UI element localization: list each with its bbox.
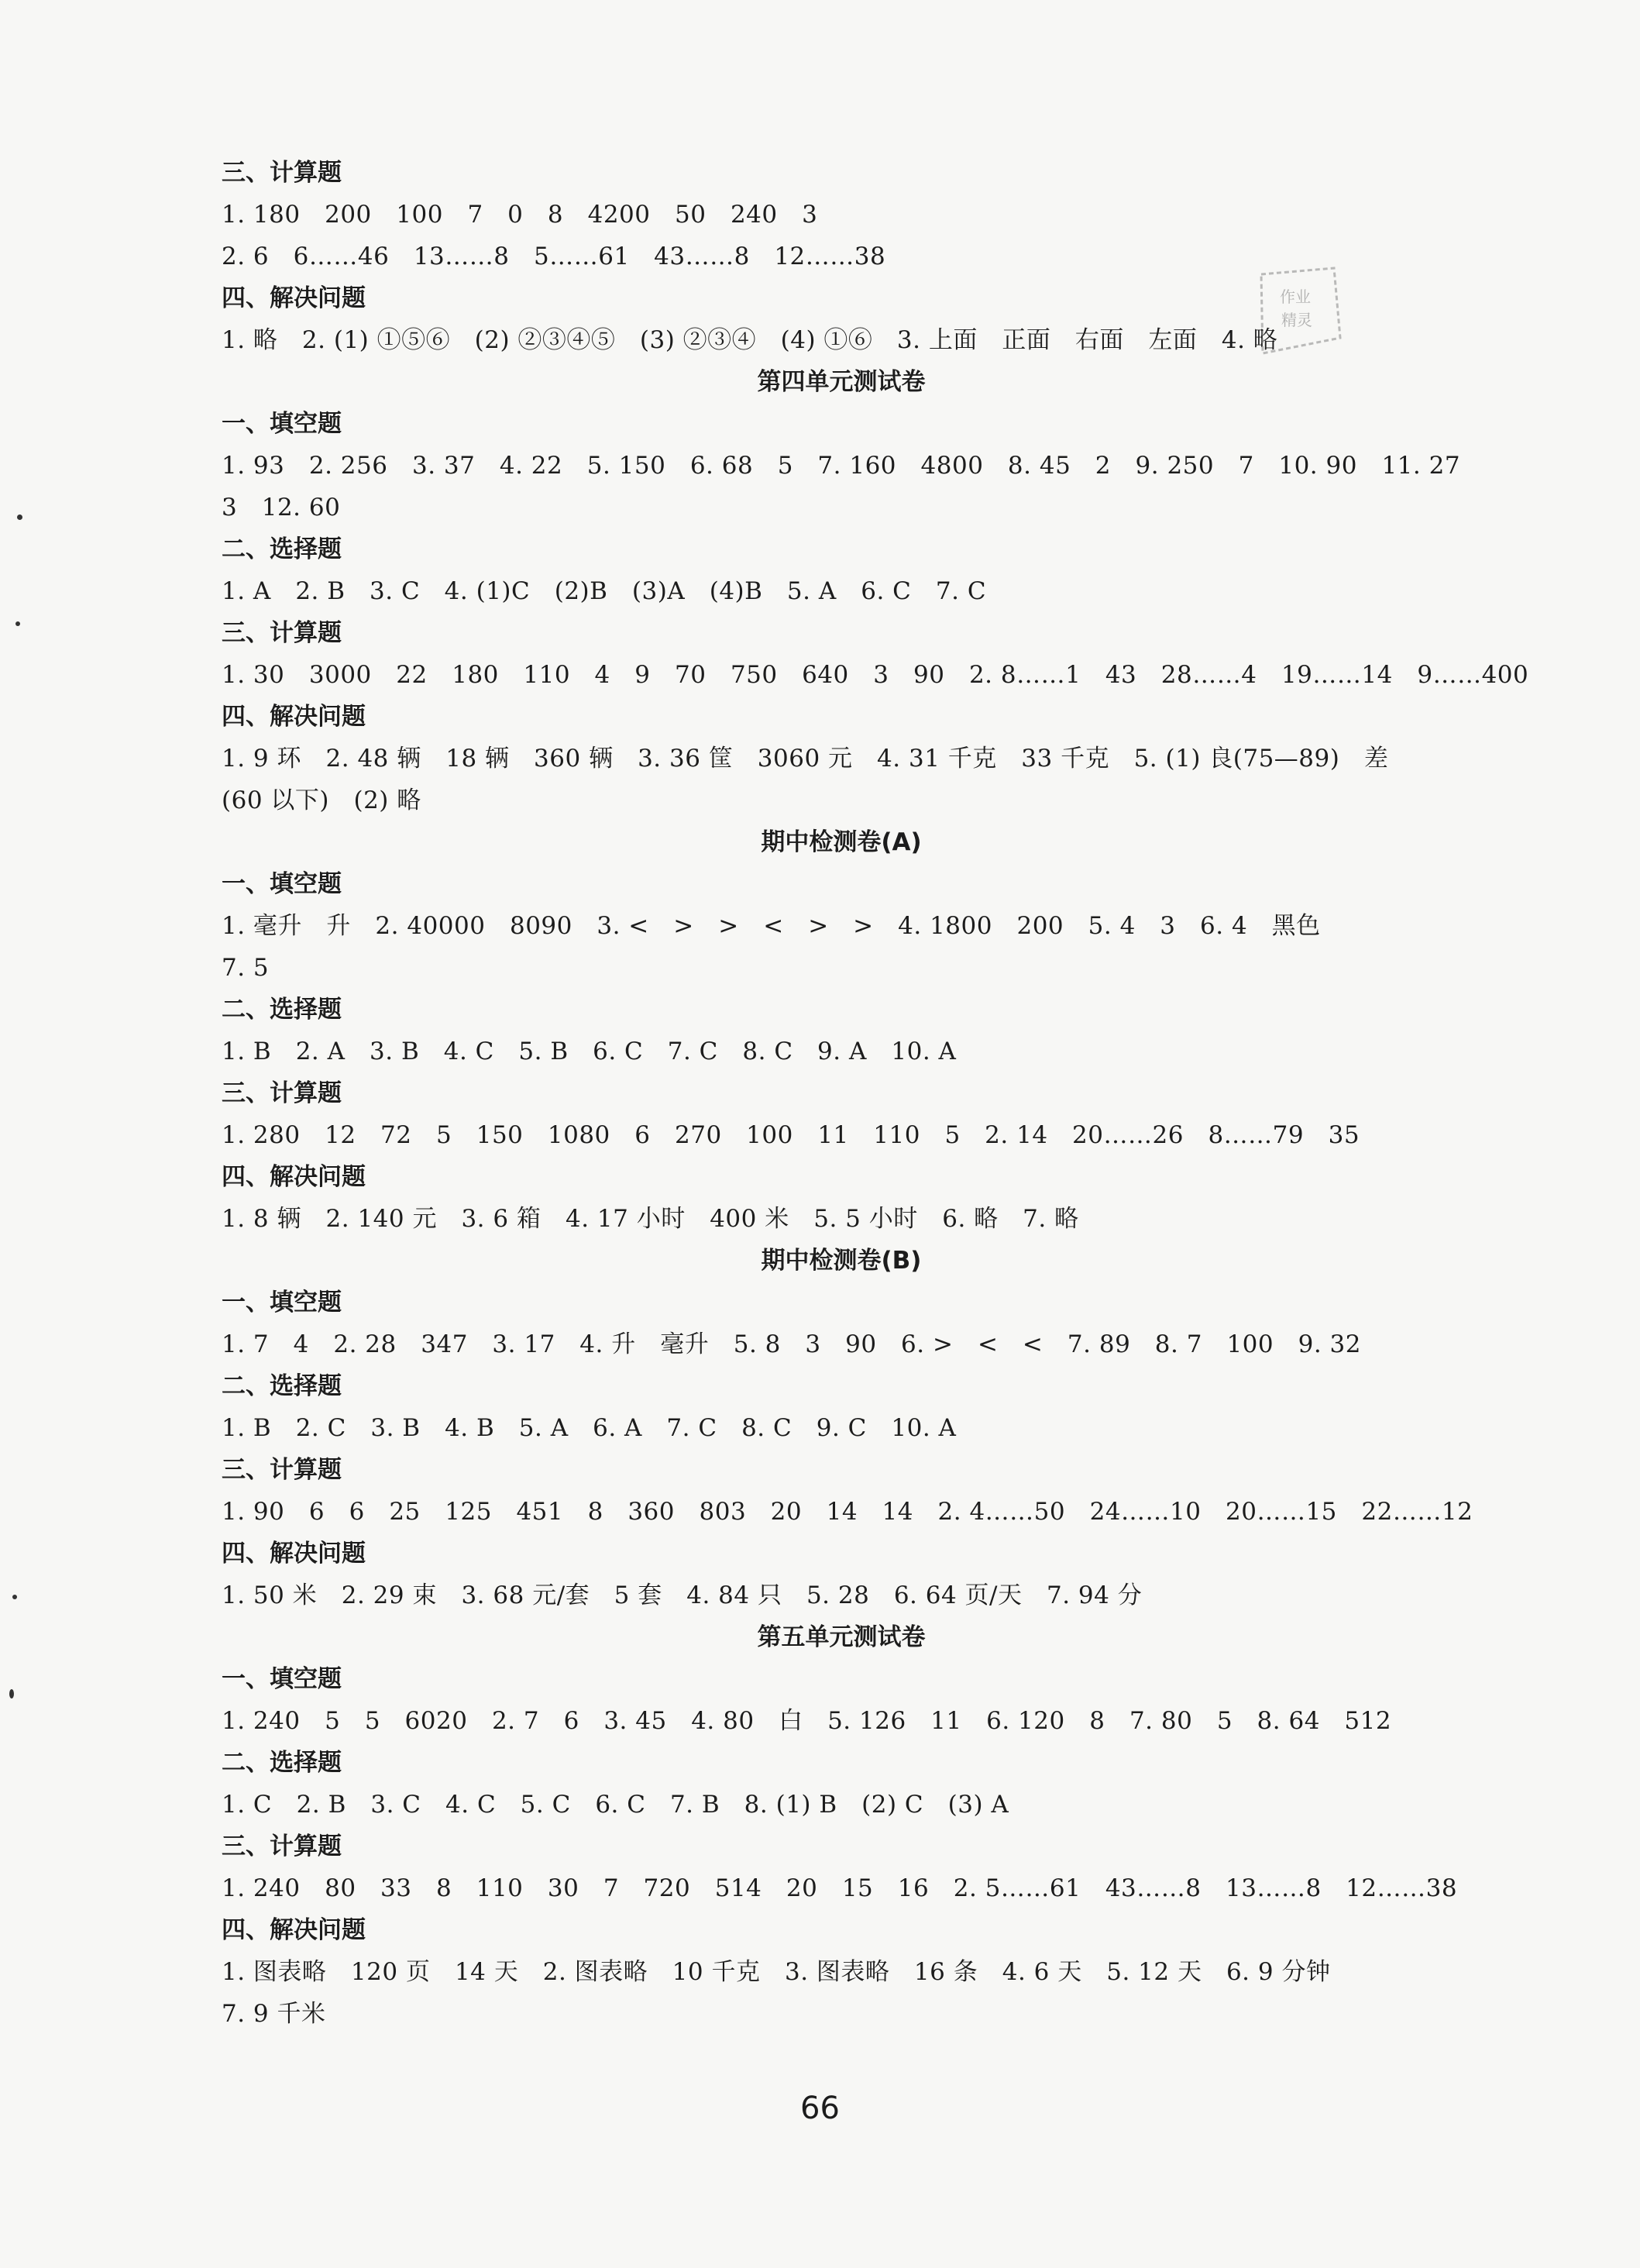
section-heading: 一、填空题 bbox=[222, 410, 342, 438]
section-heading: 三、计算题 bbox=[222, 619, 342, 647]
scan-speck bbox=[15, 621, 20, 626]
answer-line: 7. 9 千米 bbox=[222, 2000, 326, 2028]
scan-speck bbox=[12, 1595, 17, 1599]
test-title: 期中检测卷(A) bbox=[761, 828, 922, 856]
scan-speck bbox=[17, 515, 22, 520]
section-heading: 三、计算题 bbox=[222, 1456, 342, 1484]
section-heading: 二、选择题 bbox=[222, 535, 342, 563]
answer-line: 1. B 2. A 3. B 4. C 5. B 6. C 7. C 8. C 9. A 10. A bbox=[222, 1038, 957, 1065]
stamp-text: 作业 bbox=[1280, 287, 1311, 306]
section-heading: 二、选择题 bbox=[222, 1372, 342, 1400]
answer-line: 1. 30 3000 22 180 110 4 9 70 750 640 3 90 2. 8……1 43 28……4 19……14 9……400 bbox=[222, 661, 1529, 689]
answer-line: 1. 240 5 5 6020 2. 7 6 3. 45 4. 80 白 5. 126 11 6. 120 8 7. 80 5 8. 64 512 bbox=[222, 1707, 1392, 1735]
answer-line: 1. 9 环 2. 48 辆 18 辆 360 辆 3. 36 筐 3060 元 4. 31 千克 33 千克 5. (1) 良(75—89) 差 bbox=[222, 745, 1389, 773]
section-heading: 二、选择题 bbox=[222, 996, 342, 1024]
section-heading: 四、解决问题 bbox=[222, 1163, 366, 1191]
answer-line: 1. 50 米 2. 29 束 3. 68 元/套 5 套 4. 84 只 5. 28 6. 64 页/天 7. 94 分 bbox=[222, 1581, 1143, 1609]
section-heading: 四、解决问题 bbox=[222, 703, 366, 731]
section-heading: 四、解决问题 bbox=[222, 284, 366, 312]
section-heading: 三、计算题 bbox=[222, 1833, 342, 1860]
answer-line: 1. B 2. C 3. B 4. B 5. A 6. A 7. C 8. C 9. C 10. A bbox=[222, 1414, 957, 1442]
answer-line: 1. C 2. B 3. C 4. C 5. C 6. C 7. B 8. (1) B (2) C (3) A bbox=[222, 1791, 1009, 1819]
answer-line: 1. 280 12 72 5 150 1080 6 270 100 11 110 5 2. 14 20……26 8……79 35 bbox=[222, 1121, 1360, 1149]
answer-line: 1. 图表略 120 页 14 天 2. 图表略 10 千克 3. 图表略 16 条 4. 6 天 5. 12 天 6. 9 分钟 bbox=[222, 1958, 1331, 1986]
section-heading: 二、选择题 bbox=[222, 1749, 342, 1777]
answer-line: 1. 略 2. (1) ①⑤⑥ (2) ②③④⑤ (3) ②③④ (4) ①⑥ 3. 上面 正面 右面 左面 4. 略 bbox=[222, 326, 1278, 354]
section-heading: 三、计算题 bbox=[222, 159, 342, 187]
test-title: 第四单元测试卷 bbox=[757, 368, 926, 396]
answer-line: 1. A 2. B 3. C 4. (1)C (2)B (3)A (4)B 5. A 6. C 7. C bbox=[222, 577, 987, 605]
page-number: 66 bbox=[800, 2091, 840, 2126]
answer-line: 2. 6 6……46 13……8 5……61 43……8 12……38 bbox=[222, 243, 886, 270]
section-heading: 四、解决问题 bbox=[222, 1540, 366, 1568]
answer-line: 1. 240 80 33 8 110 30 7 720 514 20 15 16 2. 5……61 43……8 13……8 12……38 bbox=[222, 1874, 1458, 1902]
test-title: 第五单元测试卷 bbox=[757, 1623, 926, 1651]
section-heading: 一、填空题 bbox=[222, 1289, 342, 1316]
stamp-text: 精灵 bbox=[1281, 311, 1312, 329]
answer-line: (60 以下) (2) 略 bbox=[222, 786, 421, 814]
answer-line: 1. 180 200 100 7 0 8 4200 50 240 3 bbox=[222, 201, 818, 229]
answer-line: 1. 8 辆 2. 140 元 3. 6 箱 4. 17 小时 400 米 5. 5 小时 6. 略 7. 略 bbox=[222, 1205, 1079, 1233]
answer-line: 3 12. 60 bbox=[222, 494, 341, 521]
watermark-stamp-icon bbox=[1247, 263, 1345, 358]
section-heading: 四、解决问题 bbox=[222, 1916, 366, 1944]
answer-line: 1. 7 4 2. 28 347 3. 17 4. 升 毫升 5. 8 3 90 6. > < < 7. 89 8. 7 100 9. 32 bbox=[222, 1330, 1361, 1358]
section-heading: 三、计算题 bbox=[222, 1079, 342, 1107]
answer-line: 1. 93 2. 256 3. 37 4. 22 5. 150 6. 68 5 7. 160 4800 8. 45 2 9. 250 7 10. 90 11. 27 bbox=[222, 452, 1461, 480]
answer-line: 1. 90 6 6 25 125 451 8 360 803 20 14 14 2. 4……50 24……10 20……15 22……12 bbox=[222, 1498, 1473, 1526]
section-heading: 一、填空题 bbox=[222, 1665, 342, 1693]
answer-page bbox=[222, 152, 1529, 2035]
answer-line: 1. 毫升 升 2. 40000 8090 3. < > > < > > 4. 1800 200 5. 4 3 6. 4 黑色 bbox=[222, 912, 1321, 940]
test-title: 期中检测卷(B) bbox=[761, 1247, 922, 1275]
scan-speck bbox=[9, 1689, 14, 1698]
answer-line: 7. 5 bbox=[222, 954, 270, 982]
section-heading: 一、填空题 bbox=[222, 870, 342, 898]
